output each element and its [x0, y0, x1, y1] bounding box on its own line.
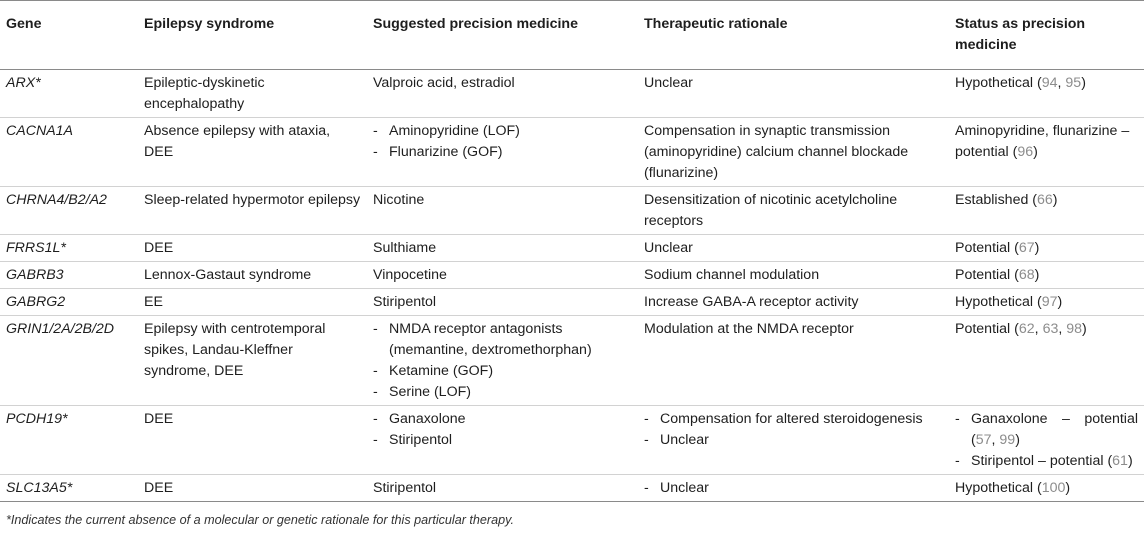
- medicine-cell: Valproic acid, estradiol: [367, 70, 638, 118]
- citation-ref: 66: [1037, 192, 1053, 208]
- table-row: [0, 118, 1144, 187]
- medicine-cell: Stiripentol: [367, 475, 638, 502]
- bullet-item: - Unclear: [644, 430, 943, 451]
- gene-cell: FRRS1L*: [0, 235, 138, 262]
- citation-ref: 98: [1066, 321, 1083, 337]
- citation-ref: 68: [1018, 267, 1035, 283]
- gene-cell: GABRB3: [0, 262, 138, 289]
- status-cell: [949, 289, 1144, 316]
- table-row: [0, 235, 1144, 262]
- bullet-item: - Unclear: [644, 478, 943, 499]
- status-cell: [949, 118, 1144, 187]
- status-cell: [949, 406, 1144, 475]
- rationale-cell: Increase GABA-A receptor activity: [638, 289, 949, 316]
- header-therapeutic-rationale: Therapeutic rationale: [638, 1, 949, 70]
- medicine-cell: Vinpocetine: [367, 262, 638, 289]
- status-cell: [949, 475, 1144, 502]
- citation-ref: 67: [1018, 240, 1035, 256]
- header-epilepsy-syndrome: Epilepsy syndrome: [138, 1, 367, 70]
- citation-ref: 63: [1042, 321, 1059, 337]
- status-close: ): [1052, 192, 1058, 208]
- table-row: [0, 187, 1144, 235]
- bullet-item: - Compensation for altered steroidogenesis: [644, 409, 943, 430]
- citation-ref: 96: [1017, 144, 1034, 160]
- syndrome-cell: Absence epilepsy with ataxia, DEE: [138, 118, 367, 187]
- table-row: [0, 406, 1144, 475]
- table-row: [0, 262, 1144, 289]
- status-close: ): [1127, 453, 1133, 469]
- bullet-item: - Ganaxolone – potential (57, 99): [955, 409, 1138, 451]
- status-close: ): [1034, 267, 1040, 283]
- table-row: [0, 70, 1144, 118]
- gene-cell: GRIN1/2A/2B/2D: [0, 316, 138, 406]
- status-text: Established (: [955, 192, 1038, 208]
- citation-ref: 94: [1041, 75, 1058, 91]
- status-text: Ganaxolone – potential (: [971, 411, 1138, 448]
- bullet-list: [373, 121, 632, 163]
- rationale-cell: Unclear: [638, 70, 949, 118]
- status-text: Stiripentol – potential (: [971, 453, 1113, 469]
- bullet-item: - NMDA receptor antagonists (memantine, dextromethorphan): [373, 319, 632, 361]
- syndrome-cell: EE: [138, 289, 367, 316]
- header-row: [0, 1, 1144, 70]
- gene-cell: SLC13A5*: [0, 475, 138, 502]
- status-text: Potential (: [955, 267, 1019, 283]
- header-gene: Gene: [0, 1, 138, 70]
- bullet-list: [955, 409, 1138, 472]
- bullet-list: [644, 409, 943, 451]
- medicine-cell: Sulthiame: [367, 235, 638, 262]
- bullet-item: [955, 451, 1138, 472]
- citation-ref: 95: [1065, 75, 1082, 91]
- status-close: ): [1081, 75, 1086, 91]
- status-text: Potential (: [955, 240, 1019, 256]
- status-cell: [949, 187, 1144, 235]
- rationale-cell: Desensitization of nicotinic acetylcholine receptors: [638, 187, 949, 235]
- bullet-item: - Flunarizine (GOF): [373, 142, 632, 163]
- syndrome-cell: Sleep-related hypermotor epilepsy: [138, 187, 367, 235]
- table-row: [0, 475, 1144, 502]
- header-suggested-precision-medicine: Suggested precision medicine: [367, 1, 638, 70]
- header-status: Status as precision medicine: [949, 1, 1144, 70]
- table-body: [0, 70, 1144, 502]
- rationale-cell: Modulation at the NMDA receptor: [638, 316, 949, 406]
- status-text: Aminopyridine, flunarizine – potential (: [955, 123, 1130, 160]
- bullet-item: - Serine (LOF): [373, 382, 632, 403]
- medicine-cell: Stiripentol: [367, 289, 638, 316]
- syndrome-cell: Epilepsy with centrotemporal spikes, Landau-Kleffner syndrome, DEE: [138, 316, 367, 406]
- status-cell: Hypothetical (94, 95): [949, 70, 1144, 118]
- medicine-cell: [367, 316, 638, 406]
- syndrome-cell: DEE: [138, 235, 367, 262]
- gene-cell: ARX*: [0, 70, 138, 118]
- bullet-list: [373, 409, 632, 451]
- status-text: Hypothetical (: [955, 294, 1042, 310]
- status-close: ): [1034, 240, 1040, 256]
- gene-cell: CACNA1A: [0, 118, 138, 187]
- rationale-cell: Compensation in synaptic transmission (aminopyridine) calcium channel blockade (flunarizine): [638, 118, 949, 187]
- citation-ref: 57: [975, 432, 992, 448]
- citation-ref: 62: [1018, 321, 1035, 337]
- bullet-list: [644, 478, 943, 499]
- status-close: ): [1015, 432, 1020, 448]
- medicine-cell: [367, 118, 638, 187]
- syndrome-cell: DEE: [138, 406, 367, 475]
- citation-ref: 61: [1112, 453, 1128, 469]
- status-close: ): [1057, 294, 1063, 310]
- gene-cell: PCDH19*: [0, 406, 138, 475]
- citation-ref: 97: [1041, 294, 1058, 310]
- status-text: Potential (: [955, 321, 1019, 337]
- syndrome-cell: Epileptic-dyskinetic encephalopathy: [138, 70, 367, 118]
- gene-cell: GABRG2: [0, 289, 138, 316]
- bullet-item: - Ganaxolone: [373, 409, 632, 430]
- table-header: [0, 1, 1144, 70]
- status-cell: Potential (62, 63, 98): [949, 316, 1144, 406]
- rationale-cell: [638, 406, 949, 475]
- status-close: ): [1033, 144, 1038, 160]
- rationale-cell: Sodium channel modulation: [638, 262, 949, 289]
- citation-ref: 99: [999, 432, 1016, 448]
- medicine-cell: Nicotine: [367, 187, 638, 235]
- table-row: [0, 289, 1144, 316]
- status-cell: [949, 262, 1144, 289]
- medicine-cell: [367, 406, 638, 475]
- rationale-cell: [638, 475, 949, 502]
- status-close: ): [1082, 321, 1087, 337]
- status-close: ): [1065, 480, 1071, 496]
- table-row: [0, 316, 1144, 406]
- table-footnote: *Indicates the current absence of a molecular or genetic rationale for this particular therapy.: [6, 513, 514, 527]
- bullet-item: - Aminopyridine (LOF): [373, 121, 632, 142]
- bullet-item: - Stiripentol: [373, 430, 632, 451]
- citation-ref: 100: [1041, 480, 1066, 496]
- bullet-list: [373, 319, 632, 403]
- syndrome-cell: Lennox-Gastaut syndrome: [138, 262, 367, 289]
- status-cell: [949, 235, 1144, 262]
- status-text: Hypothetical (: [955, 480, 1042, 496]
- bullet-item: - Ketamine (GOF): [373, 361, 632, 382]
- syndrome-cell: DEE: [138, 475, 367, 502]
- rationale-cell: Unclear: [638, 235, 949, 262]
- status-text: Hypothetical (: [955, 75, 1042, 91]
- gene-cell: CHRNA4/B2/A2: [0, 187, 138, 235]
